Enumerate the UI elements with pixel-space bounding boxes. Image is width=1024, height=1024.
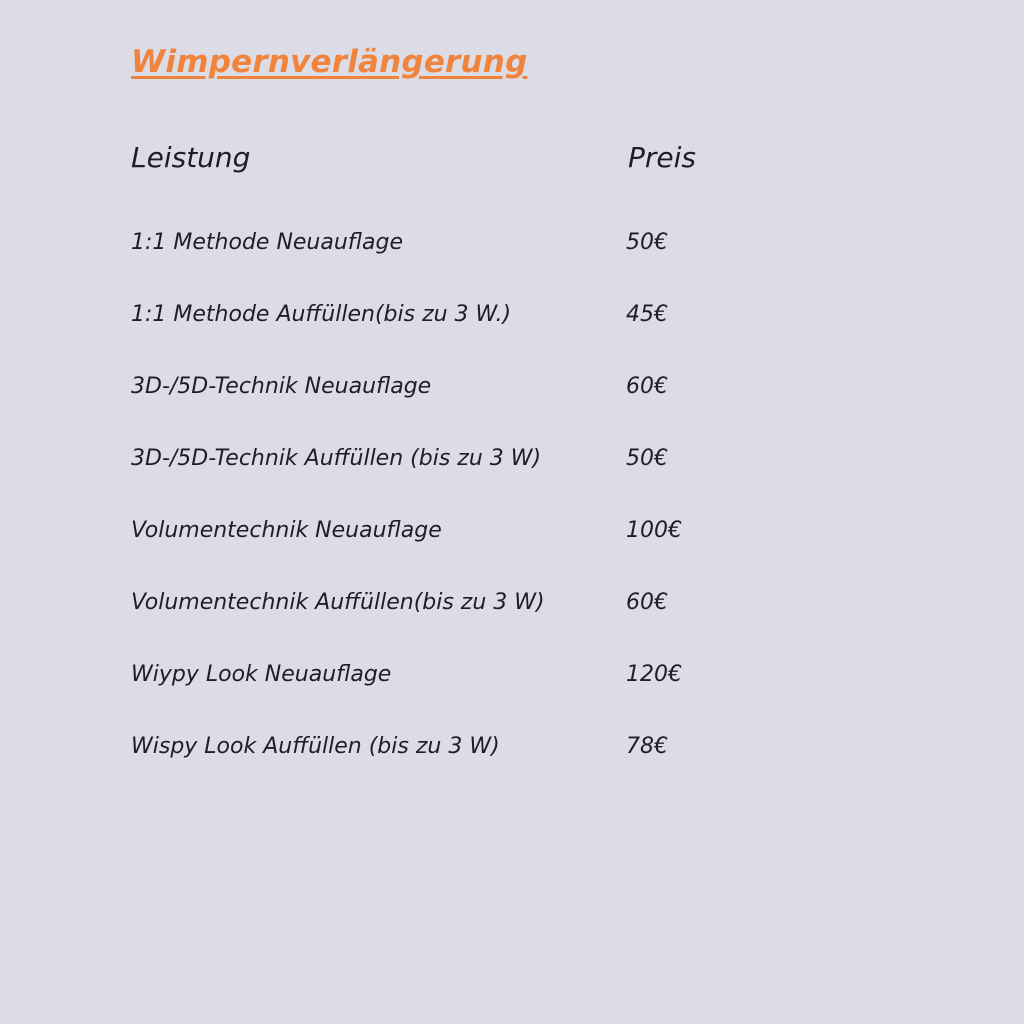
service-name: 1:1 Methode Neuauflage xyxy=(131,230,403,255)
service-name: Volumentechnik Auffüllen(bis zu 3 W) xyxy=(131,590,545,615)
page-title: Wimpernverlängerung xyxy=(131,44,528,80)
table-row xyxy=(0,298,1024,370)
service-price: 60€ xyxy=(626,590,668,615)
service-price: 50€ xyxy=(626,230,668,255)
table-row xyxy=(0,586,1024,658)
header-price: Preis xyxy=(628,141,696,174)
table-header xyxy=(0,138,1024,178)
service-price: 120€ xyxy=(626,662,682,687)
service-price: 45€ xyxy=(626,302,668,327)
table-row xyxy=(0,442,1024,514)
service-name: Wispy Look Auffüllen (bis zu 3 W) xyxy=(131,734,500,759)
table-row xyxy=(0,226,1024,298)
service-name: 3D-/5D-Technik Auffüllen (bis zu 3 W) xyxy=(131,446,542,471)
header-service: Leistung xyxy=(131,141,251,174)
service-name: 3D-/5D-Technik Neuauflage xyxy=(131,374,432,399)
service-name: 1:1 Methode Auffüllen(bis zu 3 W.) xyxy=(131,302,512,327)
service-price: 60€ xyxy=(626,374,668,399)
service-name: Wiypy Look Neuauflage xyxy=(131,662,392,687)
table-row xyxy=(0,658,1024,730)
table-row xyxy=(0,370,1024,442)
price-table xyxy=(0,226,1024,802)
service-price: 78€ xyxy=(626,734,668,759)
service-price: 50€ xyxy=(626,446,668,471)
table-row xyxy=(0,514,1024,586)
service-name: Volumentechnik Neuauflage xyxy=(131,518,442,543)
table-row xyxy=(0,730,1024,802)
service-price: 100€ xyxy=(626,518,682,543)
